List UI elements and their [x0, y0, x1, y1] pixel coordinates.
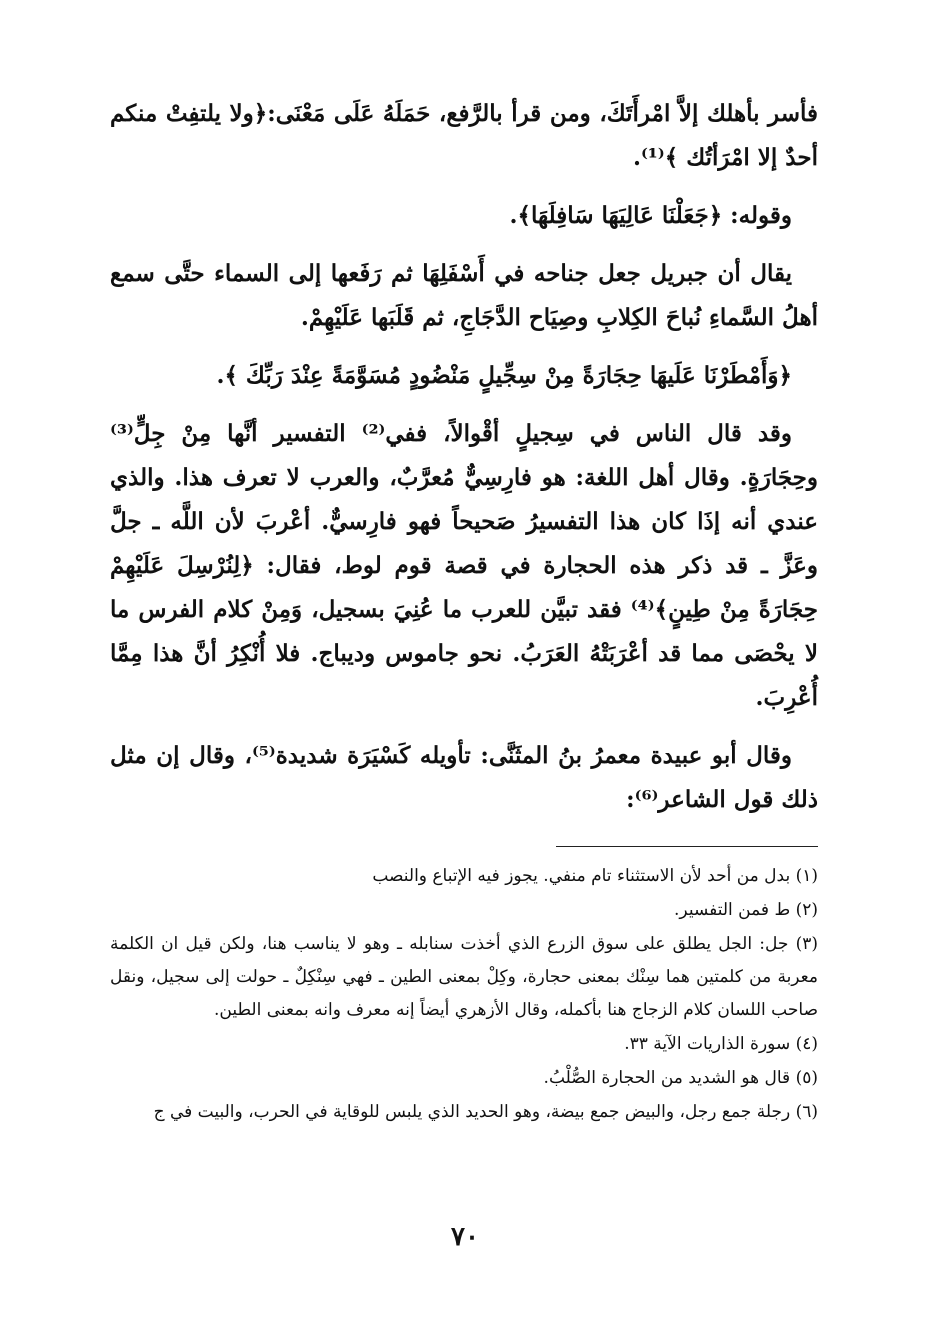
- footnotes: [110, 860, 818, 1130]
- footnote-4: (٤) سورة الذاريات الآية ٣٣.: [624, 1034, 818, 1054]
- paragraph-4: ﴿وَأَمْطَرْنَا عَلَيهَا حِجَارَةً مِنْ سِجِّيلٍ مَنْضُودٍ مُسَوَّمَةً عِنْدَ رَبِّكَ ﴾.: [216, 362, 792, 389]
- paragraph-3: يقال أن جبريل جعل جناحه في أَسْفَلِهَا ثم رَفَعها إلى السماء حتَّى سمع أهلُ السَّماءِ نُباحَ الكِلابِ وصِيَاح الدَّجَاجِ، ثم قَلَبَها عَلَيْهِمْ.: [110, 260, 818, 331]
- paragraph-6: وقال أبو عبيدة معمرُ بنُ المثَنَّى: تأويله كَسْيَرَة شديدة⁽⁵⁾، وقال إن مثل ذلك قول الشاعر⁽⁶⁾:: [110, 742, 818, 813]
- footnote-1: (١) بدل من أحد لأن الاستثناء تام منفي. يجوز فيه الإتباع والنصب: [372, 866, 818, 886]
- paragraph-5: وقد قال الناس في سِجيلٍ أقْوالاً، ففي⁽²⁾ التفسير أنَّها مِنْ جِلٍّ⁽³⁾ وحِجَارَةٍ. وقال أهل اللغة: هو فارِسِيٌّ مُعرَّبٌ، والعرب لا تعرف هذا. والذي عندي أنه إذَا كان هذا التفسيرُ صَحيحاً فهو فارِسيٌّ. أعْربَ لأن اللَّه ـ جلَّ وعَزَّ ـ قد ذكر هذه الحجارة في قصة قوم لوط، فقال: ﴿لِنُرْسِلَ عَلَيْهِمْ حِجَارَةً مِنْ طِينٍ﴾⁽⁴⁾ فقد تبيَّن للعرب ما عُنِيَ بسجيل، وَمِنْ كلام الفرس ما لا يحْصَى مما قد أعْرَبَتْهُ العَرَبُ. نحو جاموس وديباج. فلا أُنْكِرُ أنَّ هذا مِمَّا أُعْرِبَ.: [110, 420, 819, 711]
- footnote-6: (٦) رجلة جمع رجل، والبيض جمع بيضة، وهو الحديد الذي يلبس للوقاية في الحرب، والبيت في ج: [153, 1102, 818, 1122]
- footnote-5: (٥) قال هو الشديد من الحجارة الصُّلْبُ.: [543, 1068, 818, 1088]
- main-text: [110, 92, 818, 836]
- footnote-2: (٢) ط فمن التفسير.: [674, 900, 818, 920]
- footnote-3: (٣) جل: الجل يطلق على سوق الزرع الذي أخذت سنابله ـ وهو لا يناسب هنا، ولكن قيل ان الكلمة معربة من كلمتين هما سِنْك بمعنى حجارة، وكِلْ بمعنى الطين ـ فهي سِنْكِلٌ ـ حولت إلى سجيل، ونقل صاحب اللسان كلام الزجاج هنا بأكمله، وقال الأزهري أيضاً إنه معرف وانه بمعنى الطين.: [110, 934, 818, 1020]
- page-number: ٧٠: [451, 1222, 479, 1252]
- paragraph-2: وقوله: ﴿جَعَلْنَا عَالِيَهَا سَافِلَهَا﴾.: [509, 202, 792, 229]
- footnote-separator: [556, 846, 818, 847]
- paragraph-1: فأسر بأهلك إلاَّ امْرأَتَكَ، ومن قرأ بالرَّفع، حَمَلَهُ عَلَى مَعْنَى:﴿ولا يلتفِتْ منكم أحدٌ إلا امْرَأتُك ﴾⁽¹⁾.: [110, 100, 818, 171]
